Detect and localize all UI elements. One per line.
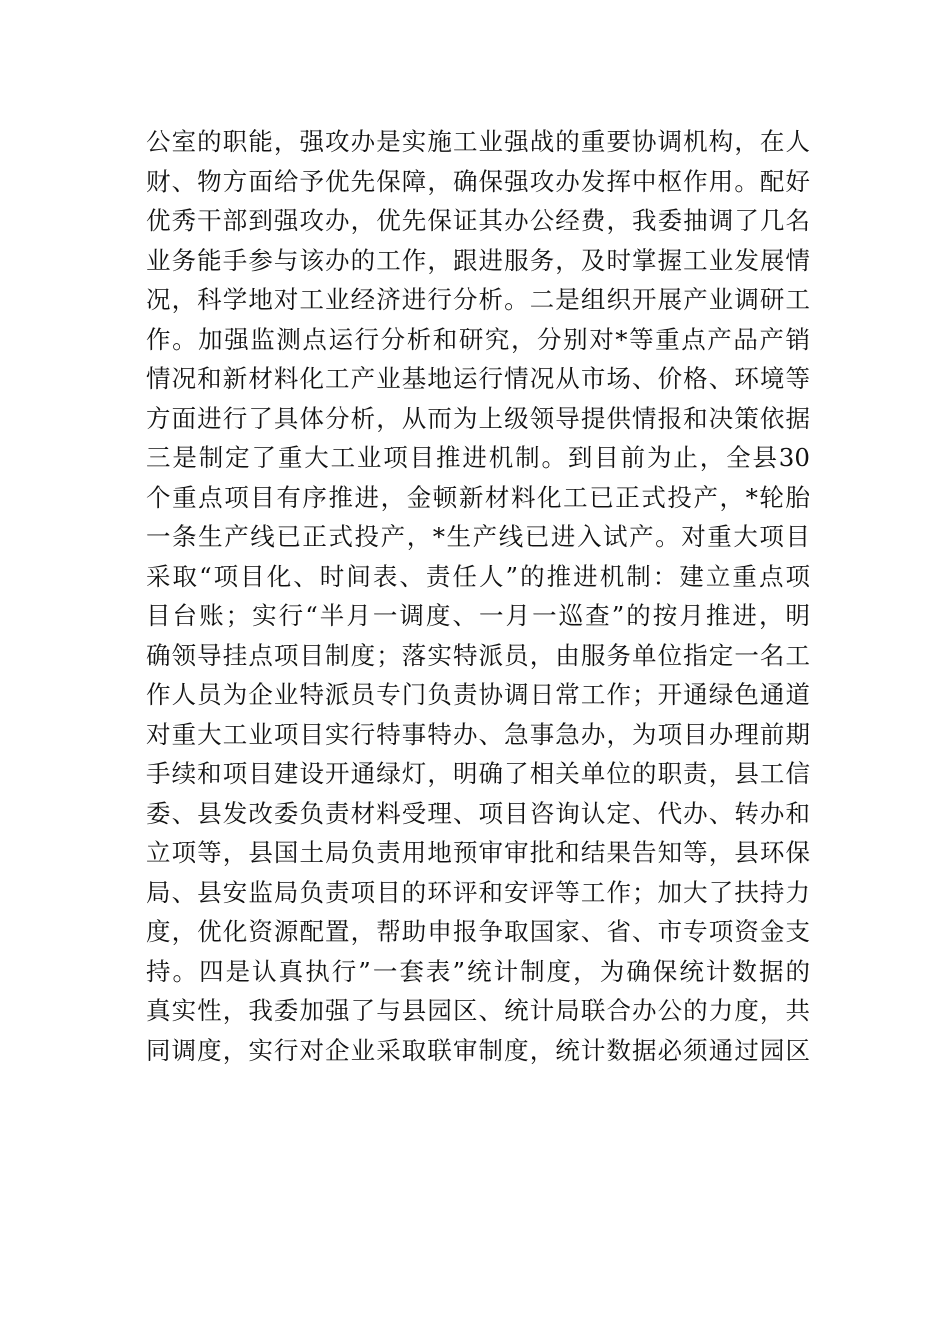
text-line: 手续和项目建设开通绿灯，明确了相关单位的职责，县工信 — [146, 759, 810, 788]
text-line: 个重点项目有序推进，金顿新材料化工已正式投产，*轮胎 — [146, 482, 810, 512]
text-line: 作。加强监测点运行分析和研究，分别对*等重点产品产销 — [146, 324, 810, 354]
body-text — [146, 122, 810, 1070]
text-line: 优秀干部到强攻办，优先保证其办公经费，我委抽调了几名 — [146, 206, 810, 235]
text-line: 公室的职能，强攻办是实施工业强战的重要协调机构，在人 — [146, 127, 810, 156]
text-line: 确领导挂点项目制度；落实特派员，由服务单位指定一名工 — [146, 640, 810, 670]
text-line: 持。四是认真执行”一套表”统计制度，为确保统计数据的 — [146, 956, 810, 986]
text-line: 委、县发改委负责材料受理、项目咨询认定、代办、转办和 — [146, 798, 810, 828]
text-line: 立项等，县国土局负责用地预审审批和结果告知等，县环保 — [146, 838, 810, 867]
text-line: 业务能手参与该办的工作，跟进服务，及时掌握工业发展情 — [146, 245, 810, 275]
text-line: 局、县安监局负责项目的环评和安评等工作；加大了扶持力 — [146, 877, 810, 907]
text-line: 财、物方面给予优先保障，确保强攻办发挥中枢作用。配好 — [146, 166, 810, 196]
text-line: 采取“项目化、时间表、责任人”的推进机制：建立重点项 — [146, 561, 810, 591]
text-line: 三是制定了重大工业项目推进机制。到目前为止，全县30 — [146, 443, 810, 472]
text-line: 同调度，实行对企业采取联审制度，统计数据必须通过园区 — [146, 1035, 810, 1065]
text-line: 度，优化资源配置，帮助申报争取国家、省、市专项资金支 — [146, 917, 810, 946]
text-line: 作人员为企业特派员专门负责协调日常工作；开通绿色通道 — [146, 680, 810, 709]
text-line: 真实性，我委加强了与县园区、统计局联合办公的力度，共 — [146, 996, 810, 1025]
text-line: 一条生产线已正式投产，*生产线已进入试产。对重大项目 — [146, 522, 810, 551]
text-line: 目台账；实行“半月一调度、一月一巡查”的按月推进，明 — [146, 601, 810, 630]
text-line: 对重大工业项目实行特事特办、急事急办，为项目办理前期 — [146, 719, 810, 749]
text-line: 方面进行了具体分析，从而为上级领导提供情报和决策依据 — [146, 403, 810, 433]
text-line: 况，科学地对工业经济进行分析。二是组织开展产业调研工 — [146, 285, 810, 314]
text-line: 情况和新材料化工产业基地运行情况从市场、价格、环境等 — [146, 364, 810, 393]
